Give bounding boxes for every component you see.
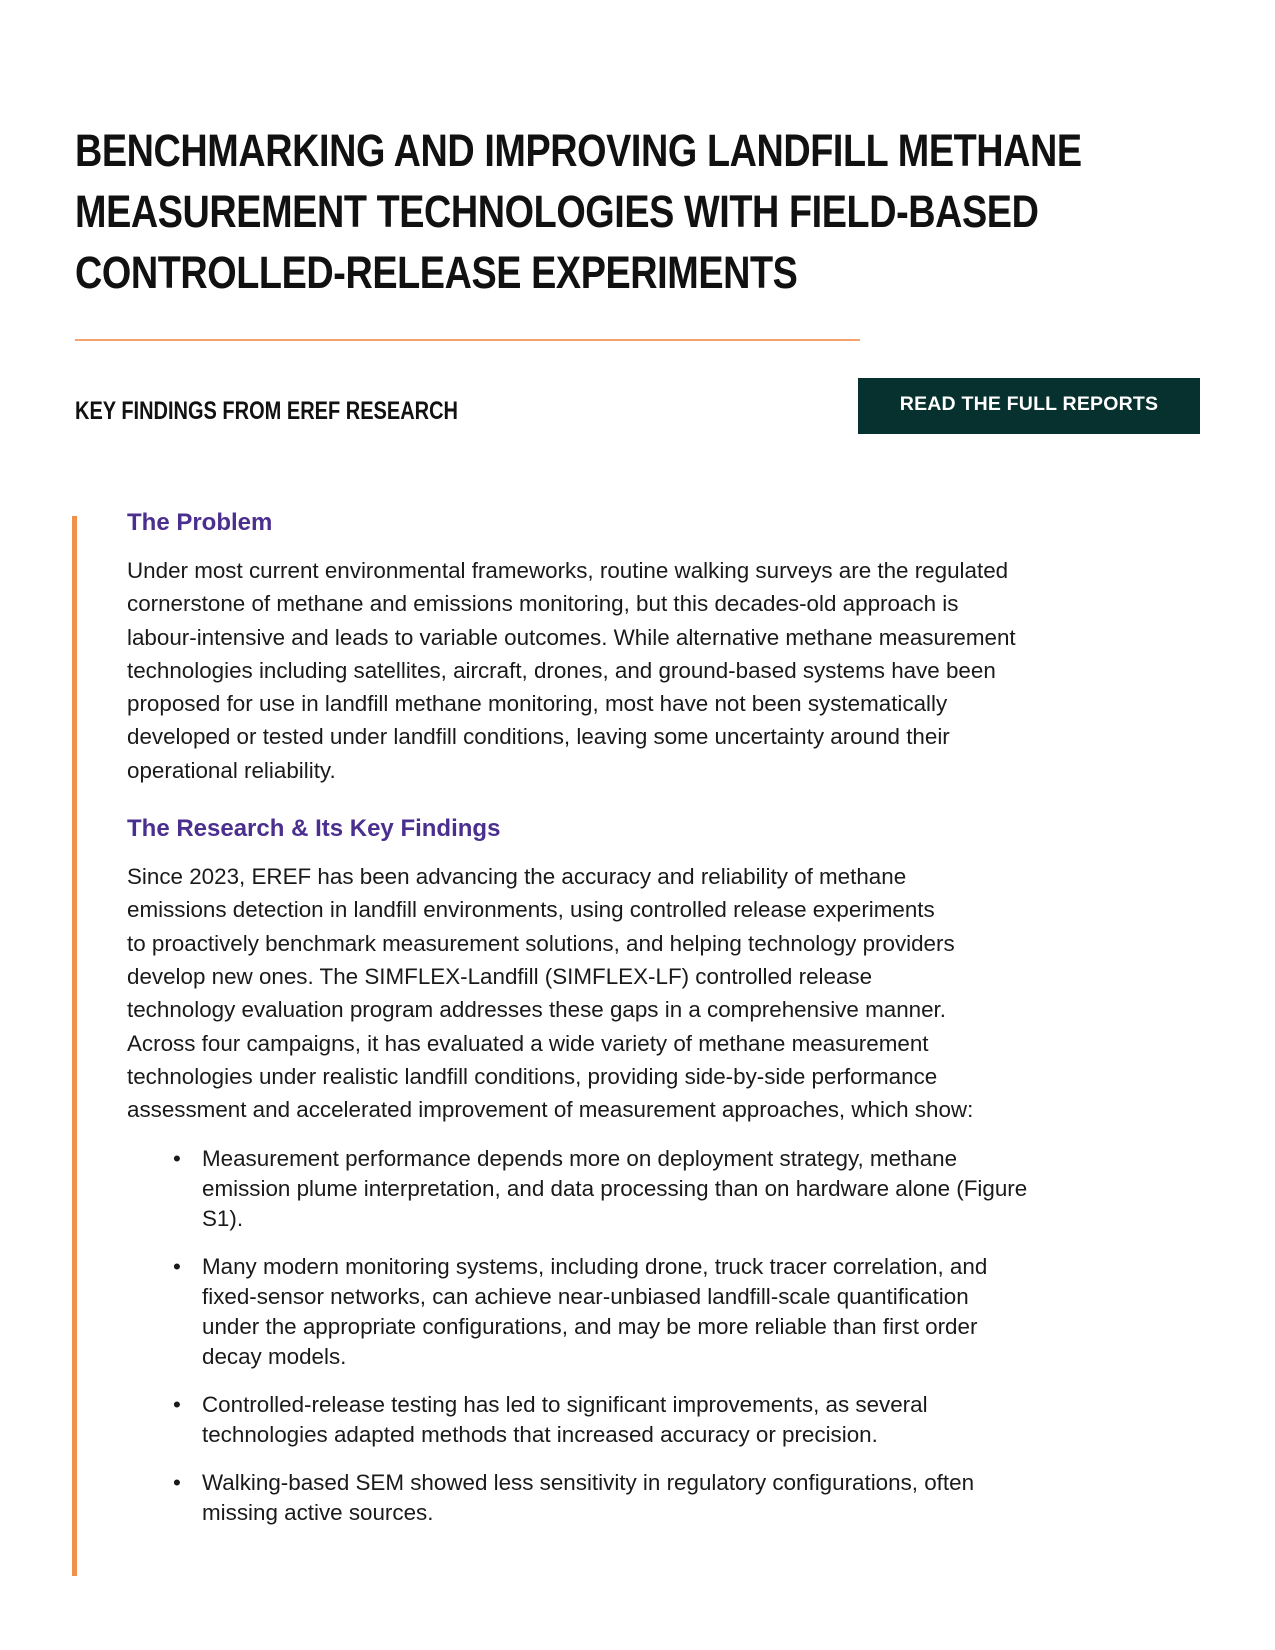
- problem-line: Under most current environmental frameworks, routine walking surveys are the regulated: [127, 558, 1009, 583]
- bullet-icon: •: [173, 1392, 181, 1418]
- research-line: technologies under realistic landfill conditions, providing side-by-side performance: [127, 1063, 938, 1089]
- page-title-line-3: CONTROLLED-RELEASE EXPERIMENTS: [75, 247, 798, 298]
- list-item-line: S1).: [202, 1206, 244, 1232]
- list-item-line: Controlled-release testing has led to significant improvements, as several: [202, 1392, 928, 1418]
- research-line: Since 2023, EREF has been advancing the accuracy and reliability of methane: [127, 864, 907, 890]
- findings-list: [127, 1144, 1137, 1528]
- research-line: to proactively benchmark measurement solutions, and helping technology providers: [127, 930, 955, 956]
- bullet-icon: •: [173, 1470, 181, 1496]
- page-title-line-1: BENCHMARKING AND IMPROVING LANDFILL METHANE: [75, 125, 1082, 176]
- list-item-line: technologies adapted methods that increased accuracy or precision.: [202, 1422, 878, 1448]
- accent-side-bar: [72, 516, 77, 1576]
- research-line: develop new ones. The SIMFLEX-Landfill (SIMFLEX-LF) controlled release: [127, 963, 873, 989]
- list-item-line: Measurement performance depends more on deployment strategy, methane: [202, 1146, 958, 1172]
- list-item: [127, 1468, 1137, 1528]
- problem-line: labour-intensive and leads to variable outcomes. While alternative methane measurement: [127, 624, 1016, 650]
- list-item-line: emission plume interpretation, and data processing than on hardware alone (Figure: [202, 1176, 1028, 1202]
- research-paragraph: [127, 860, 1137, 1126]
- research-heading: The Research & Its Key Findings: [127, 815, 501, 843]
- list-item: [127, 1252, 1137, 1372]
- research-line: technology evaluation program addresses these gaps in a comprehensive manner.: [127, 997, 946, 1023]
- list-item-line: Many modern monitoring systems, including drone, truck tracer correlation, and: [202, 1254, 988, 1280]
- list-item-line: decay models.: [202, 1344, 347, 1370]
- list-item: [127, 1144, 1137, 1234]
- findings-content: [127, 507, 1137, 1546]
- problem-line: developed or tested under landfill conditions, leaving some uncertainty around their: [127, 724, 950, 750]
- research-line: Across four campaigns, it has evaluated a wide variety of methane measurement: [127, 1030, 929, 1056]
- problem-line: operational reliability.: [127, 757, 336, 783]
- title-divider: [75, 339, 860, 341]
- list-item-line: missing active sources.: [202, 1500, 434, 1526]
- research-line: emissions detection in landfill environments, using controlled release experiments: [127, 897, 935, 923]
- bullet-icon: •: [173, 1254, 181, 1280]
- problem-line: technologies including satellites, aircraft, drones, and ground-based systems have been: [127, 657, 996, 683]
- problem-line: proposed for use in landfill methane monitoring, most have not been systematically: [127, 691, 948, 717]
- list-item-line: fixed-sensor networks, can achieve near-unbiased landfill-scale quantification: [202, 1284, 969, 1310]
- research-line: assessment and accelerated improvement of measurement approaches, which show:: [127, 1097, 974, 1123]
- bullet-icon: •: [173, 1146, 181, 1172]
- page-title-line-2: MEASUREMENT TECHNOLOGIES WITH FIELD-BASED: [75, 186, 1039, 237]
- list-item-line: under the appropriate configurations, and may be more reliable than first order: [202, 1314, 978, 1340]
- list-item-line: Walking-based SEM showed less sensitivity in regulatory configurations, often: [202, 1470, 975, 1496]
- page-title: [75, 120, 1082, 303]
- section-subtitle: KEY FINDINGS FROM EREF RESEARCH: [75, 397, 458, 425]
- list-item: [127, 1390, 1137, 1450]
- problem-paragraph: [127, 554, 1137, 787]
- read-full-reports-button[interactable]: READ THE FULL REPORTS: [858, 378, 1200, 434]
- problem-heading: The Problem: [127, 509, 273, 536]
- problem-line: cornerstone of methane and emissions monitoring, but this decades-old approach is: [127, 591, 959, 617]
